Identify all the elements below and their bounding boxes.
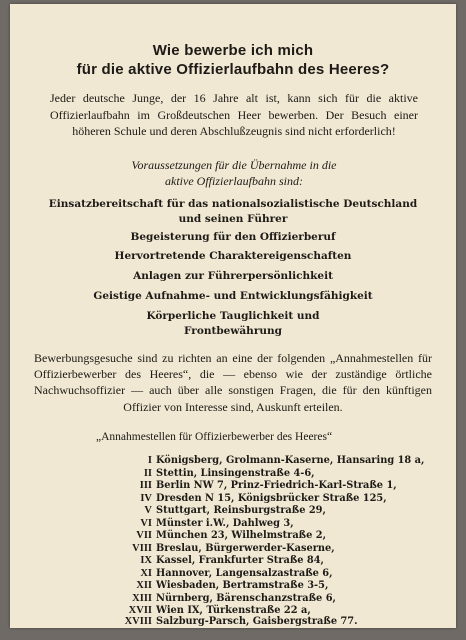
address-number: VII [136, 530, 152, 541]
address-text: Hannover, Langensalzastraße 6, [156, 567, 333, 579]
address-number: XI [140, 567, 152, 579]
address-text: Wien IX, Türkenstraße 22 a, [156, 605, 311, 616]
address-number: II [143, 467, 152, 479]
address-number: XII [136, 580, 152, 591]
address-number: IX [140, 555, 152, 566]
requirement-5: Geistige Aufnahme- und Entwicklungsfähigkeit [93, 290, 373, 302]
addresses-heading: „Annahmestellen für Offizierbewerber des Heeres“ [96, 431, 333, 443]
address-text: Stettin, Linsingenstraße 4-6, [156, 467, 315, 479]
prerequisites-line-2: aktive Offizierlaufbahn sind: [165, 174, 303, 188]
address-number: VI [140, 517, 152, 529]
prerequisites-heading [50, 157, 418, 189]
address-text: Dresden N 15, Königsbrücker Straße 125, [156, 492, 387, 504]
address-number: XIII [132, 592, 152, 604]
address-text: Münster i.W., Dahlweg 3, [156, 517, 294, 529]
prerequisites-line-1: Voraussetzungen für die Übernahme in die [131, 158, 337, 172]
requirement-6: Körperliche Tauglichkeit und [146, 310, 320, 322]
address-number: IV [140, 492, 152, 504]
recruitment-card [10, 4, 456, 628]
address-row [10, 616, 456, 630]
address-number: XVIII [124, 616, 152, 627]
address-text: Salzburg-Parsch, Gaisbergstraße 77. [156, 616, 358, 627]
address-text: Wiesbaden, Bertramstraße 3-5, [156, 580, 329, 591]
application-paragraph: Bewerbungsgesuche sind zu richten an eine der folgenden „Annahmestellen für Offizierbewerber des Heeres“, die — ebenso wie der zuständige örtliche Nachwuchsoffizier — auch über alle sonstigen Fragen, die für den künftigen Offizier von Interesse sind, Auskunft erteilen. [34, 351, 432, 414]
address-text: Breslau, Bürgerwerder-Kaserne, [156, 542, 335, 554]
address-number: I [147, 455, 152, 466]
requirement-6-cont: Frontbewährung [184, 325, 282, 337]
address-text: Nürnberg, Bärenschanzstraße 6, [156, 592, 336, 604]
address-text: Kassel, Frankfurter Straße 84, [156, 555, 324, 566]
address-text: Berlin NW 7, Prinz-Friedrich-Karl-Straße 1, [156, 480, 397, 491]
requirement-4: Anlagen zur Führerpersönlichkeit [133, 270, 333, 282]
requirement-3: Hervortretende Charaktereigenschaften [114, 250, 352, 262]
address-number: V [144, 505, 152, 516]
requirement-1-cont: und seinen Führer [178, 213, 288, 225]
requirement-2: Begeisterung für den Offizierberuf [130, 231, 336, 243]
address-text: Königsberg, Grolmann-Kaserne, Hansaring 18 a, [156, 455, 425, 466]
address-text: Stuttgart, Reinsburgstraße 29, [156, 505, 326, 516]
title-line-2: für die aktive Offizierlaufbahn des Heeres? [76, 61, 390, 78]
address-number: VIII [132, 542, 152, 554]
title-line-1: Wie bewerbe ich mich [152, 42, 314, 59]
intro-paragraph: Jeder deutsche Junge, der 16 Jahre alt ist, kann sich für die aktive Offizierlaufbahn im Großdeutschen Heer bewerben. Der Besuch einer höheren Schule und deren Abschlußzeugnis sind nicht erforderlich! [50, 91, 418, 138]
address-text: München 23, Wilhelmstraße 2, [156, 530, 326, 541]
requirement-1: Einsatzbereitschaft für das nationalsozialistische Deutschland [48, 198, 418, 210]
address-number: III [139, 480, 152, 491]
address-number: XVII [128, 605, 152, 616]
